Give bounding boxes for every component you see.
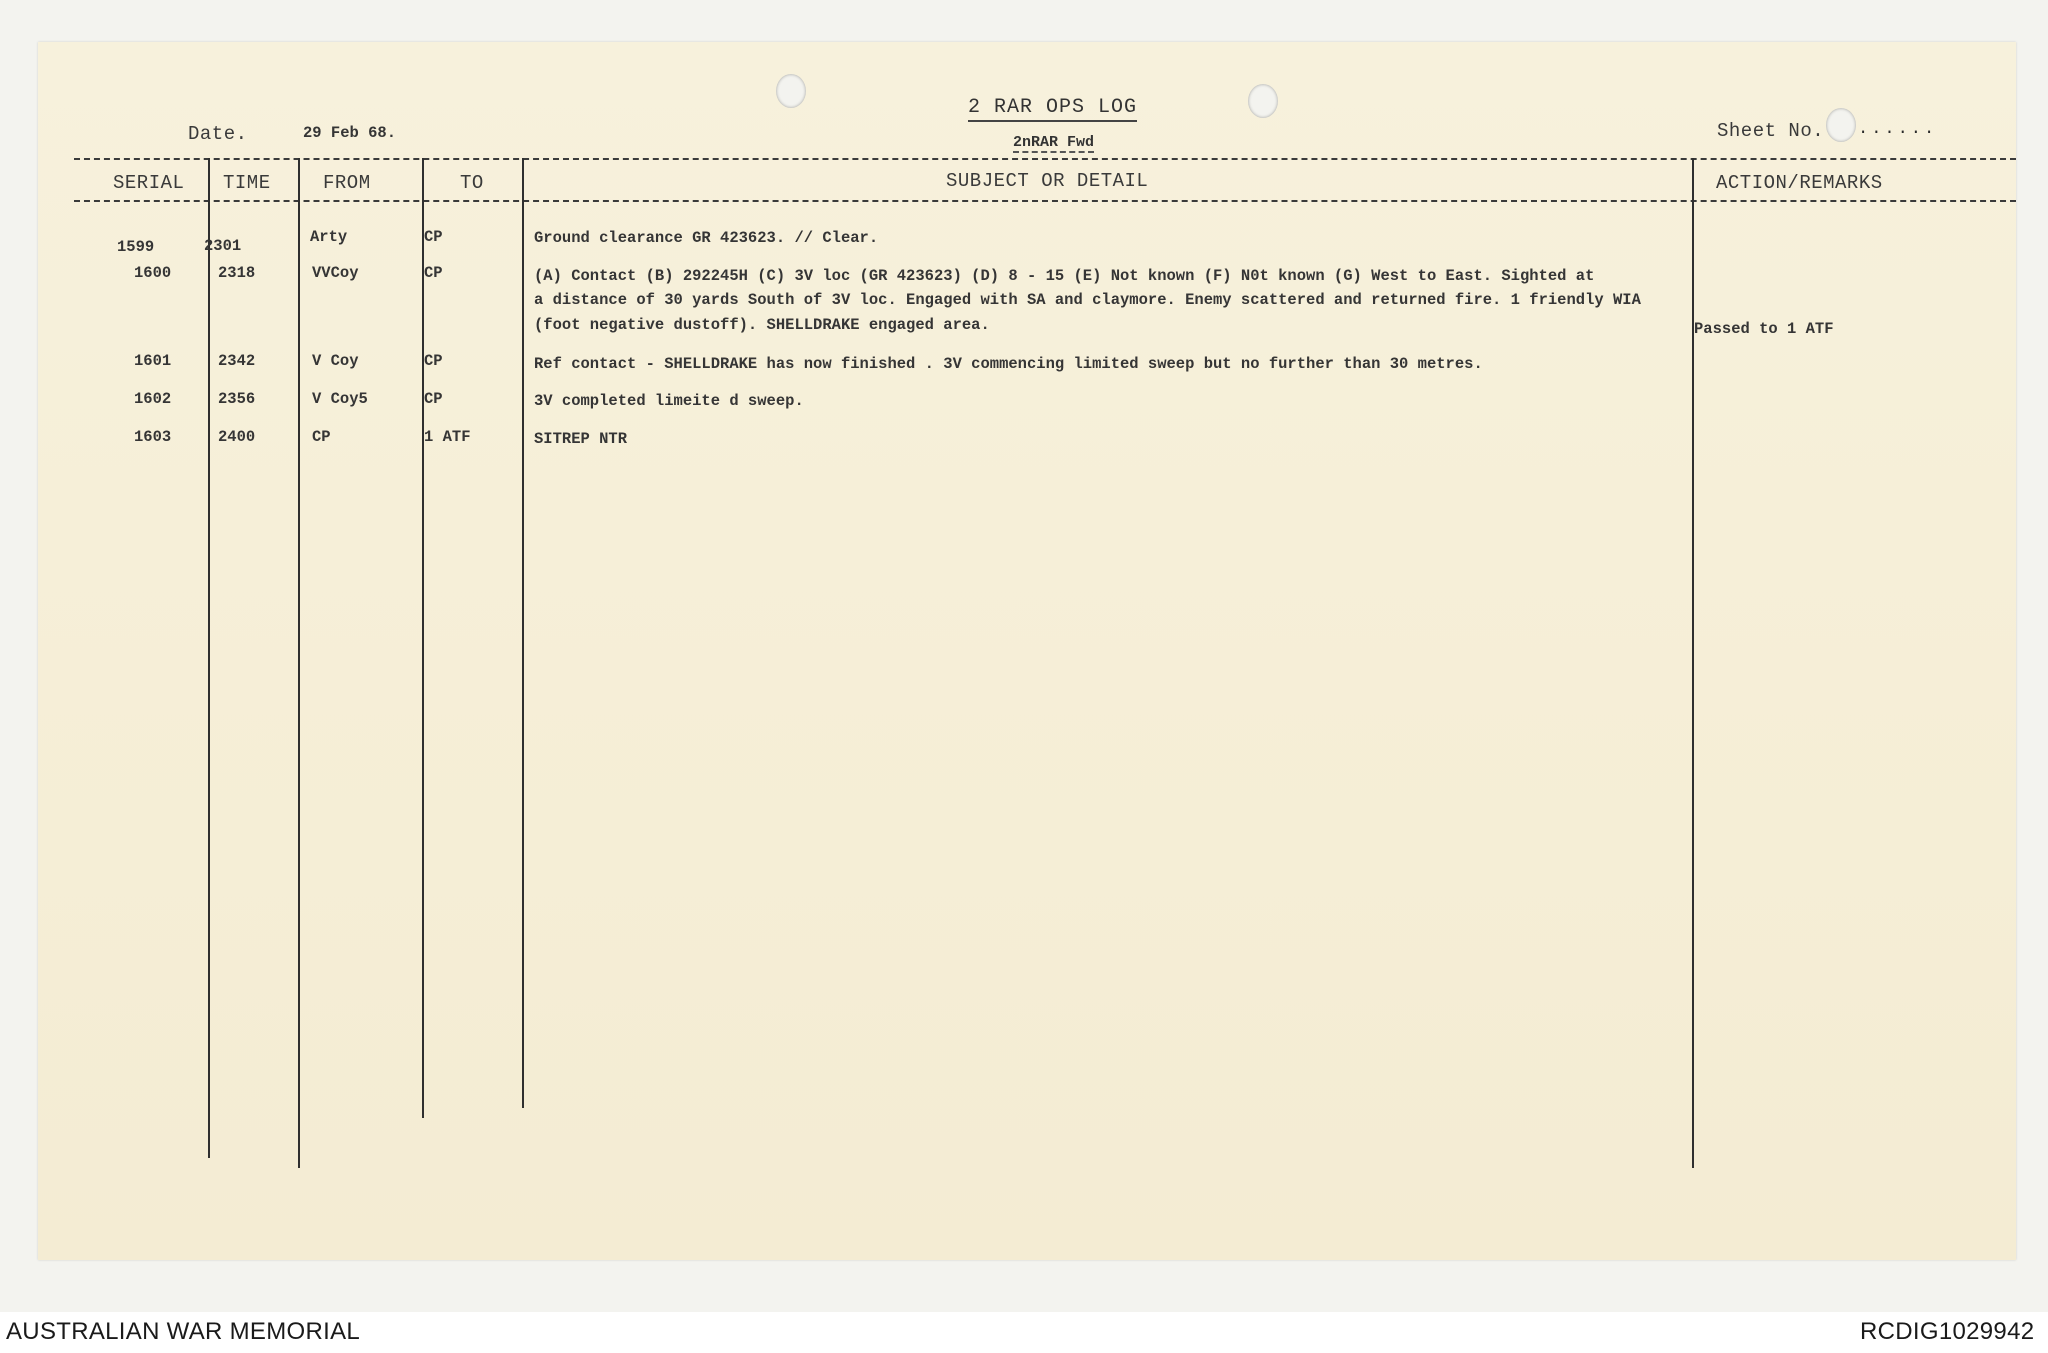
- column-header-time: TIME: [223, 172, 271, 194]
- column-header-serial: SERIAL: [113, 172, 185, 194]
- archive-reference: RCDIG1029942: [1860, 1318, 2035, 1345]
- header-rule-top: [74, 158, 2016, 160]
- log-entry-time: 2318: [218, 264, 256, 282]
- punch-hole-left: [776, 74, 806, 108]
- archive-credit: AUSTRALIAN WAR MEMORIAL: [6, 1318, 361, 1345]
- log-entry-detail: Ref contact - SHELLDRAKE has now finished . 3V commencing limited sweep but no further than 30 metres.: [534, 355, 1483, 373]
- log-entry-time: 2342: [218, 352, 256, 370]
- column-divider-serial: [208, 158, 210, 1158]
- log-entry-time: 2356: [218, 390, 256, 408]
- column-header-subject: SUBJECT OR DETAIL: [946, 170, 1149, 192]
- header-rule-bottom: [74, 200, 2016, 202]
- log-entry-from: Arty: [310, 228, 348, 246]
- log-entry-serial: 1603: [134, 428, 172, 446]
- column-divider-subject: [1692, 158, 1694, 1168]
- log-entry-from: V Coy5: [312, 390, 368, 408]
- log-entry-serial: 1600: [134, 264, 172, 282]
- log-entry-to: CP: [424, 352, 443, 370]
- log-entry-detail: SITREP NTR: [534, 430, 628, 448]
- log-entry-to: CP: [424, 390, 443, 408]
- column-header-action: ACTION/REMARKS: [1716, 172, 1883, 194]
- log-entry-from: VVCoy: [312, 264, 359, 282]
- sheet-number-label: Sheet No.: [1717, 120, 1825, 142]
- log-entry-time: 2400: [218, 428, 256, 446]
- log-entry-detail-line: (foot negative dustoff). SHELLDRAKE engaged area.: [534, 316, 990, 334]
- log-entry-time: 2301: [204, 237, 242, 255]
- log-entry-from: V Coy: [312, 352, 359, 370]
- log-entry-to: CP: [424, 264, 443, 282]
- log-subtitle: 2nRAR Fwd: [1013, 134, 1095, 151]
- ops-log-sheet: [38, 42, 2016, 1260]
- column-divider-from: [422, 158, 424, 1118]
- column-divider-time: [298, 158, 300, 1168]
- log-entry-detail: Ground clearance GR 423623. // Clear.: [534, 229, 879, 247]
- log-title: 2 RAR OPS LOG: [968, 96, 1137, 122]
- log-entry-from: CP: [312, 428, 331, 446]
- log-entry-serial: 1602: [134, 390, 172, 408]
- column-divider-to: [522, 158, 524, 1108]
- log-entry-to: CP: [424, 228, 443, 246]
- log-entry-detail-line: (A) Contact (B) 292245H (C) 3V loc (GR 423623) (D) 8 - 15 (E) Not known (F) N0t known (G) West to East. Sighted at: [534, 267, 1595, 285]
- punch-hole-right: [1248, 84, 1278, 118]
- log-entry-to: 1 ATF: [424, 428, 471, 446]
- column-header-to: TO: [460, 172, 484, 194]
- log-entry-detail-line: a distance of 30 yards South of 3V loc. Engaged with SA and claymore. Enemy scattered and returned fire. 1 friendly WIA: [534, 291, 1641, 309]
- log-entry-serial: 1599: [117, 238, 155, 256]
- log-entry-action: Passed to 1 ATF: [1694, 320, 1834, 338]
- sheet-number-dots: ......: [1858, 120, 1938, 139]
- punch-hole-sheet-no: [1826, 108, 1856, 142]
- log-entry-detail: 3V completed limeite d sweep.: [534, 392, 804, 410]
- date-value: 29 Feb 68.: [303, 124, 397, 142]
- log-entry-serial: 1601: [134, 352, 172, 370]
- column-header-from: FROM: [323, 172, 371, 194]
- date-label: Date.: [188, 123, 248, 145]
